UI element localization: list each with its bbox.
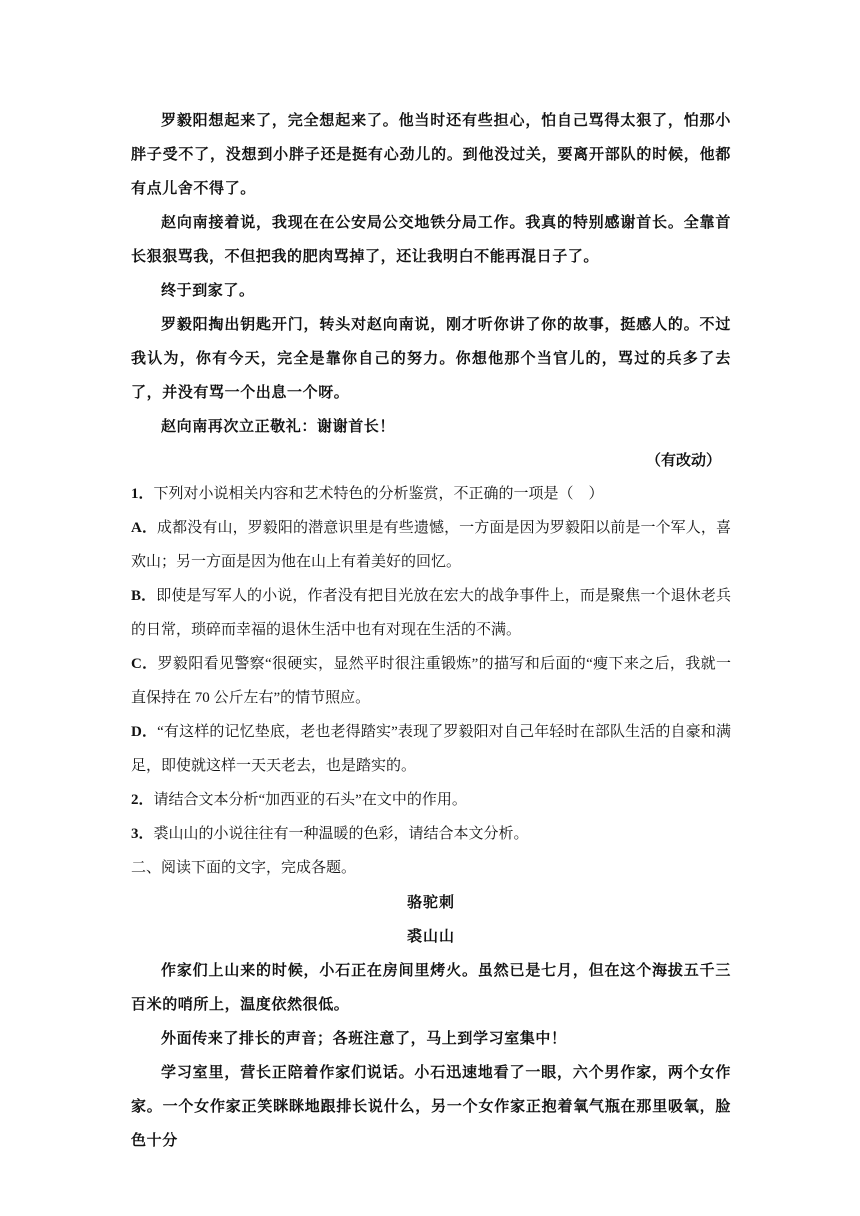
story-paragraph: 罗毅阳想起来了，完全想起来了。他当时还有些担心，怕自己骂得太狠了，怕那小胖子受不了，没想到小胖子还是挺有心劲儿的。到他没过关，要离开部队的时候，他都有点儿舍不得了。 <box>131 111 731 197</box>
story-paragraph: 作家们上山来的时候，小石正在房间里烤火。虽然已是七月，但在这个海拔五千三百米的哨所上，温度依然很低。 <box>131 961 731 1013</box>
story-title: 骆驼刺 <box>406 893 455 911</box>
question-2 <box>131 783 731 817</box>
question-number: 2． <box>131 792 154 808</box>
question-3 <box>131 817 731 851</box>
option-label: A． <box>131 520 158 536</box>
section-heading: 二、阅读下面的文字，完成各题。 <box>131 860 357 876</box>
question-text: 下列对小说相关内容和艺术特色的分析鉴赏，不正确的一项是（ ） <box>153 486 604 502</box>
story-paragraph: 赵向南再次立正敬礼：谢谢首长！ <box>161 417 396 435</box>
option-a <box>131 511 731 579</box>
option-text: 罗毅阳看见警察“很硬实，显然平时很注重锻炼”的描写和后面的“瘦下来之后，我就一直保持在 70 公斤左右”的情节照应。 <box>131 656 731 706</box>
story-paragraph: 赵向南接着说，我现在在公安局公交地铁分局工作。我真的特别感谢首长。全靠首长狠狠骂我，不但把我的肥肉骂掉了，还让我明白不能再混日子了。 <box>131 213 731 265</box>
story-author: 裘山山 <box>406 927 455 945</box>
option-label: B． <box>131 588 157 604</box>
question-text: 裘山山的小说往往有一种温暖的色彩，请结合本文分析。 <box>153 826 529 842</box>
question-1 <box>131 477 731 511</box>
option-label: C． <box>131 656 158 672</box>
option-text: “有这样的记忆垫底，老也老得踏实”表现了罗毅阳对自己年轻时在部队生活的自豪和满足，即使就这样一天天老去，也是踏实的。 <box>131 724 731 774</box>
option-b <box>131 579 731 647</box>
story-paragraph: 终于到家了。 <box>161 281 255 299</box>
document-page <box>131 103 731 1157</box>
option-text: 成都没有山，罗毅阳的潜意识里是有些遗憾，一方面是因为罗毅阳以前是一个军人，喜欢山；另一方面是因为他在山上有着美好的回忆。 <box>131 520 731 570</box>
option-label: D． <box>131 724 158 740</box>
story-paragraph: 外面传来了排长的声音；各班注意了，马上到学习室集中！ <box>161 1029 567 1047</box>
question-number: 1． <box>131 486 154 502</box>
question-text: 请结合文本分析“加西亚的石头”在文中的作用。 <box>153 792 467 808</box>
option-c <box>131 647 731 715</box>
story-paragraph: 学习室里，营长正陪着作家们说话。小石迅速地看了一眼，六个男作家，两个女作家。一个女作家正笑眯眯地跟排长说什么，另一个女作家正抱着氧气瓶在那里吸氧，脸色十分 <box>131 1063 731 1149</box>
option-d <box>131 715 731 783</box>
story-paragraph: 罗毅阳掏出钥匙开门，转头对赵向南说，刚才听你讲了你的故事，挺感人的。不过我认为，你有今天，完全是靠你自己的努力。你想他那个当官儿的，骂过的兵多了去了，并没有骂一个出息一个呀。 <box>131 315 731 401</box>
question-number: 3． <box>131 826 154 842</box>
source-note: （有改动） <box>645 451 721 469</box>
option-text: 即使是写军人的小说，作者没有把目光放在宏大的战争事件上，而是聚焦一个退休老兵的日常，琐碎而幸福的退休生活中也有对现在生活的不满。 <box>131 588 731 638</box>
